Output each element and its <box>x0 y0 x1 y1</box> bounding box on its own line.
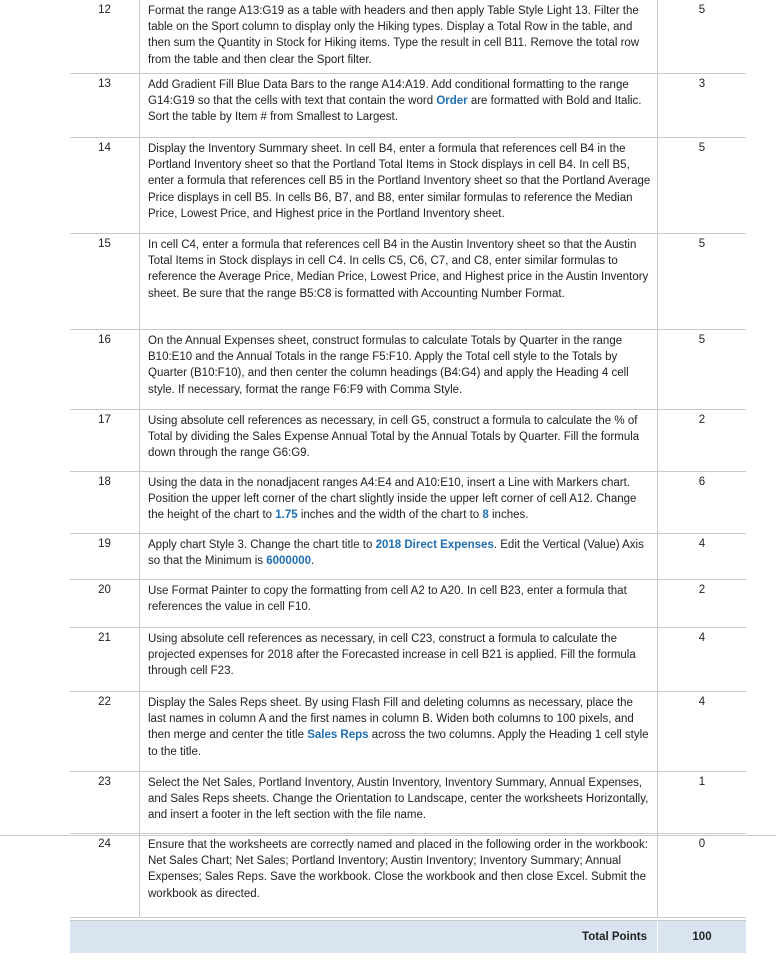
instruction-text: are formatted with Bold and Italic. Sort the table by Item # from Smallest to Largest. <box>148 95 642 124</box>
table-row <box>70 692 746 772</box>
instruction-text: . <box>311 555 315 568</box>
step-number: 21 <box>70 628 140 691</box>
step-number: 16 <box>70 330 140 409</box>
total-points-value: 100 <box>692 931 712 943</box>
instruction-text: Select the Net Sales, Portland Inventory, Austin Inventory, Inventory Summary, Annual Expenses, and Sales Reps sheets. Change the Orientation to Landscape, center the worksheets Horizontally, and insert a footer in the left section with the file name. <box>148 777 649 822</box>
table-row <box>70 472 746 534</box>
step-number: 17 <box>70 410 140 471</box>
step-points: 4 <box>698 632 706 644</box>
table-row <box>70 0 746 74</box>
instruction-text: inches and the width of the chart to <box>297 509 483 522</box>
step-number: 18 <box>70 472 140 533</box>
step-instructions <box>140 692 658 771</box>
step-instructions <box>140 330 658 409</box>
instruction-text: . Edit the Vertical (Value) Axis so that the Minimum is <box>148 539 644 568</box>
step-points: 5 <box>698 142 706 154</box>
step-number: 22 <box>70 692 140 771</box>
step-points: 5 <box>698 4 706 16</box>
instruction-text: Display the Sales Reps sheet. By using Flash Fill and deleting columns as necessary, place the last names in column A and the first names in column B. Widen both columns to 100 pixels, and then merge and center the title <box>148 697 634 742</box>
step-instructions <box>140 834 658 917</box>
step-points: 4 <box>698 696 706 708</box>
table-row <box>70 234 746 330</box>
highlighted-value: 1.75 <box>275 509 298 522</box>
step-instructions <box>140 772 658 833</box>
table-row <box>70 580 746 628</box>
table-row <box>70 74 746 138</box>
step-number: 20 <box>70 580 140 627</box>
instruction-text: Use Format Painter to copy the formatting from cell A2 to A20. In cell B23, enter a formula that references the value in cell F10. <box>148 585 627 614</box>
steps-table <box>70 0 746 918</box>
highlighted-value: 6000000 <box>266 555 312 568</box>
step-points: 4 <box>698 538 706 550</box>
highlighted-value: 2018 Direct Expenses <box>375 539 494 551</box>
table-row <box>70 834 746 918</box>
page-break-line <box>0 835 776 836</box>
table-row <box>70 772 746 834</box>
instruction-text: Apply chart Style 3. Change the chart title to <box>148 539 376 551</box>
step-points: 5 <box>698 238 706 250</box>
instruction-text: inches. <box>488 509 529 522</box>
step-points: 0 <box>698 838 706 850</box>
step-number: 13 <box>70 74 140 137</box>
instruction-text: On the Annual Expenses sheet, construct formulas to calculate Totals by Quarter in the range B10:E10 and the Annual Totals in the range F5:F10. Apply the Total cell style to the Totals by Quarter (B10:F10), and then center the column headings (B4:G4) and apply the Heading 4 cell style. If necessary, format the range F6:F9 with Comma Style. <box>148 335 629 396</box>
step-instructions <box>140 0 658 73</box>
step-points: 3 <box>698 78 706 90</box>
highlighted-value: Order <box>436 95 468 108</box>
step-number: 15 <box>70 234 140 329</box>
step-instructions <box>140 234 658 329</box>
step-points: 1 <box>698 776 706 788</box>
step-instructions <box>140 472 658 533</box>
instruction-text: Add Gradient Fill Blue Data Bars to the range A14:A19. Add conditional formatting to the range G14:G19 so that the cells with text that contain the word <box>148 79 629 108</box>
step-points: 2 <box>698 414 706 426</box>
instruction-text: Using absolute cell references as necessary, in cell C23, construct a formula to calculate the projected expenses for 2018 after the Forecasted increase in cell B21 is applied. Fill the formula through cell F23. <box>148 633 636 678</box>
table-row <box>70 330 746 410</box>
highlighted-value: Sales Reps <box>307 729 369 742</box>
table-row <box>70 628 746 692</box>
step-number: 23 <box>70 772 140 833</box>
step-points: 5 <box>698 334 706 346</box>
instruction-text: In cell C4, enter a formula that references cell B4 in the Austin Inventory sheet so that the Austin Total Items in Stock displays in cell C4. In cells C5, C6, C7, and C8, enter similar formulas to reference the Average Price, Median Price, Lowest Price, and Highest price in the Austin Inventory sheet. Be sure that the range B5:C8 is formatted with Accounting Number Format. <box>148 239 649 300</box>
step-instructions <box>140 628 658 691</box>
step-instructions <box>140 410 658 471</box>
instruction-text: Format the range A13:G19 as a table with headers and then apply Table Style Light 13. Filter the table on the Sport column to display only the Hiking types. Display a Total Row in the table, and then sum the Quantity in Stock for Hiking items. Type the result in cell B11. Remove the total row from the table and then clear the Sport filter. <box>148 5 640 66</box>
step-number: 24 <box>70 834 140 917</box>
step-number: 14 <box>70 138 140 233</box>
instruction-text: Using absolute cell references as necessary, in cell G5, construct a formula to calculate the % of Total by dividing the Sales Expense Annual Total by the Annual Totals by Quarter. Fill the formula down through the range G6:G9. <box>148 415 640 460</box>
step-number: 19 <box>70 534 140 579</box>
total-points-row <box>70 920 746 953</box>
instruction-text: Display the Inventory Summary sheet. In cell B4, enter a formula that references cell B4 in the Portland Inventory sheet so that the Portland Total Items in Stock displays in cell B4. In cell B5, enter a formula that references cell B5 in the Portland Inventory sheet so that the Portland Average Price displays in cell B5. In cells B6, B7, and B8, enter similar formulas to reference the Median Price, Lowest Price, and Highest price in the Portland Inventory sheet. <box>148 143 651 220</box>
step-points: 6 <box>698 476 706 488</box>
total-points-label: Total Points <box>70 921 658 953</box>
step-instructions <box>140 534 658 579</box>
table-row <box>70 410 746 472</box>
step-number: 12 <box>70 0 140 73</box>
step-instructions <box>140 74 658 137</box>
highlighted-value: 8 <box>482 509 489 522</box>
step-instructions <box>140 580 658 627</box>
instruction-text: Ensure that the worksheets are correctly named and placed in the following order in the workbook: Net Sales Chart; Net Sales; Portland Inventory; Austin Inventory; Inventory Summary; Annual Expenses; Sales Reps. Save the workbook. Close the workbook and then close Excel. Submit the workbook as directed. <box>148 839 648 900</box>
instruction-text: across the two columns. Apply the Heading 1 cell style to the title. <box>148 729 649 758</box>
table-row <box>70 534 746 580</box>
table-row <box>70 138 746 234</box>
instruction-text: Using the data in the nonadjacent ranges A4:E4 and A10:E10, insert a Line with Markers chart. Position the upper left corner of the chart slightly inside the upper left corner of cell A12. Change the height of the chart to <box>148 477 637 522</box>
step-points: 2 <box>698 584 706 596</box>
step-instructions <box>140 138 658 233</box>
